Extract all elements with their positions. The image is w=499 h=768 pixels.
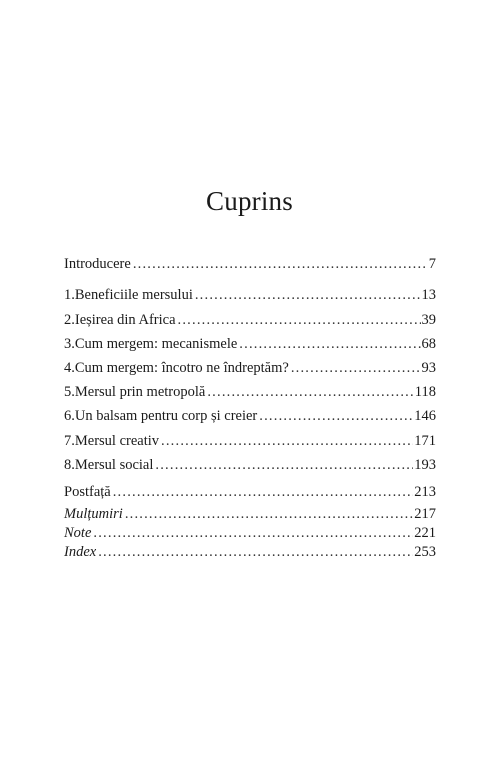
dot-leader <box>155 456 413 474</box>
page-title: Cuprins <box>206 186 293 216</box>
dot-leader <box>291 359 421 377</box>
toc-entry-page-number: 193 <box>414 457 436 473</box>
toc-entry-page-number: 93 <box>421 360 436 376</box>
dot-leader <box>207 383 413 401</box>
toc-entry-label: Cum mergem: mecanismele <box>74 336 238 352</box>
dot-leader <box>113 483 414 501</box>
toc-entry-multumiri <box>64 505 436 523</box>
toc-entry-label: Beneficiile mersului <box>74 287 193 303</box>
toc-entry-chapter-6 <box>64 407 436 425</box>
toc-entry-chapter-1 <box>64 286 436 304</box>
toc-entry-page-number: 171 <box>414 433 436 449</box>
toc-entry-chapter-7 <box>64 432 436 450</box>
toc-entry-label: Mersul social <box>74 457 154 473</box>
toc-entry-chapter-4 <box>64 359 436 377</box>
toc-entry-page-number: 253 <box>414 544 436 560</box>
toc-entry-chapter-2 <box>64 311 436 329</box>
toc-entry-page-number: 39 <box>421 312 436 328</box>
dot-leader <box>259 407 413 425</box>
dot-leader <box>93 524 413 542</box>
toc-entry-chapter-3 <box>64 335 436 353</box>
toc-entry-number: 5. <box>64 384 75 400</box>
dot-leader <box>239 335 420 353</box>
toc-entry-page-number: 217 <box>414 506 436 522</box>
toc-entry-number: 1. <box>64 287 75 303</box>
toc-entry-number: 2. <box>64 312 75 328</box>
toc-entry-label: Index <box>64 544 97 560</box>
dot-leader <box>133 255 428 273</box>
toc-entry-page-number: 68 <box>421 336 436 352</box>
dot-leader <box>178 311 421 329</box>
toc-entry-label: Postfață <box>64 484 111 500</box>
toc-entry-page-number: 13 <box>421 287 436 303</box>
toc-entry-number: 4. <box>64 360 75 376</box>
toc-entry-page-number: 213 <box>414 484 436 500</box>
toc-entry-page-number: 118 <box>414 384 436 400</box>
toc-entry-label: Mersul prin metropolă <box>74 384 206 400</box>
toc-entry-label: Note <box>64 525 92 541</box>
toc-entry-chapter-5 <box>64 383 436 401</box>
toc-entry-page-number: 7 <box>428 256 436 272</box>
toc-entry-label: Introducere <box>64 256 131 272</box>
toc-entry-note <box>64 524 436 542</box>
toc-entry-index <box>64 543 436 561</box>
toc-entry-introducere <box>64 255 436 273</box>
toc-entry-number: 7. <box>64 433 75 449</box>
dot-leader <box>161 432 413 450</box>
toc-entry-page-number: 221 <box>414 525 436 541</box>
toc-entry-label: Mulțumiri <box>64 506 123 522</box>
toc-entry-label: Cum mergem: încotro ne îndreptăm? <box>74 360 289 376</box>
toc-entry-label: Un balsam pentru corp și creier <box>74 408 258 424</box>
toc-entry-chapter-8 <box>64 456 436 474</box>
dot-leader <box>125 505 413 523</box>
toc-entry-number: 6. <box>64 408 75 424</box>
toc-entry-number: 3. <box>64 336 75 352</box>
dot-leader <box>98 543 413 561</box>
toc-entry-number: 8. <box>64 457 75 473</box>
toc-entry-postfata <box>64 483 436 501</box>
dot-leader <box>195 286 421 304</box>
toc-entry-page-number: 146 <box>414 408 436 424</box>
toc-entry-label: Mersul creativ <box>74 433 160 449</box>
toc-entry-label: Ieșirea din Africa <box>74 312 176 328</box>
